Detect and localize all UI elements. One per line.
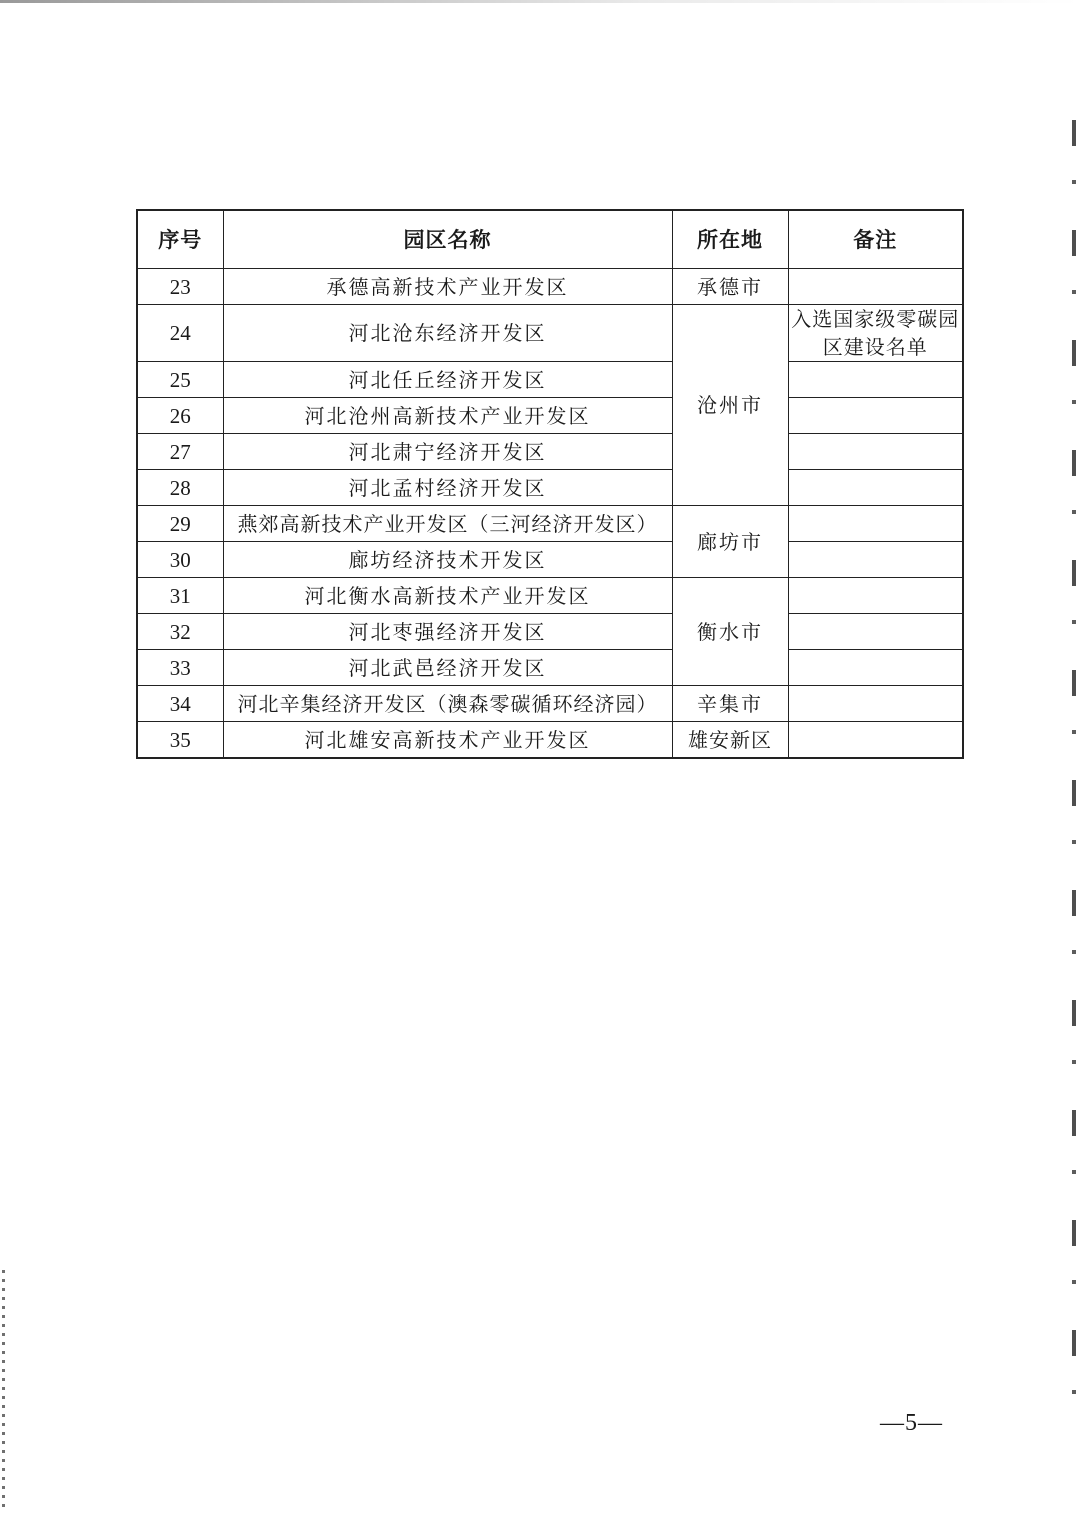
table-row	[137, 269, 963, 305]
row-park-name: 河北孟村经济开发区	[223, 470, 672, 506]
row-seq: 35	[137, 722, 223, 759]
row-park-name: 燕郊高新技术产业开发区（三河经济开发区）	[223, 506, 672, 542]
row-seq: 29	[137, 506, 223, 542]
page-number: —5—	[880, 1410, 943, 1436]
row-note	[788, 578, 963, 614]
table-row	[137, 614, 963, 650]
table-row	[137, 398, 963, 434]
table-row	[137, 686, 963, 722]
row-seq: 25	[137, 362, 223, 398]
table-row	[137, 434, 963, 470]
row-seq: 33	[137, 650, 223, 686]
table-row	[137, 362, 963, 398]
table-row	[137, 578, 963, 614]
park-list-table	[136, 209, 964, 759]
row-seq: 34	[137, 686, 223, 722]
row-note	[788, 686, 963, 722]
row-seq: 27	[137, 434, 223, 470]
row-note	[788, 362, 963, 398]
row-park-name: 河北肃宁经济开发区	[223, 434, 672, 470]
header-note: 备注	[788, 210, 963, 269]
table-row	[137, 650, 963, 686]
row-location: 雄安新区	[672, 722, 788, 759]
row-park-name: 河北枣强经济开发区	[223, 614, 672, 650]
row-note	[788, 650, 963, 686]
row-park-name: 承德高新技术产业开发区	[223, 269, 672, 305]
scan-edge	[0, 0, 1080, 3]
row-park-name: 河北辛集经济开发区（澳森零碳循环经济园）	[223, 686, 672, 722]
row-note	[788, 269, 963, 305]
row-note: 入选国家级零碳园区建设名单	[788, 305, 963, 362]
row-note	[788, 434, 963, 470]
table-row	[137, 542, 963, 578]
row-location: 辛集市	[672, 686, 788, 722]
row-seq: 28	[137, 470, 223, 506]
scan-margin-marks	[1072, 120, 1076, 1420]
row-park-name: 廊坊经济技术开发区	[223, 542, 672, 578]
row-park-name: 河北沧州高新技术产业开发区	[223, 398, 672, 434]
header-location: 所在地	[672, 210, 788, 269]
table-row	[137, 506, 963, 542]
row-note	[788, 542, 963, 578]
row-location: 承德市	[672, 269, 788, 305]
row-note	[788, 470, 963, 506]
row-note	[788, 398, 963, 434]
row-seq: 23	[137, 269, 223, 305]
row-seq: 32	[137, 614, 223, 650]
row-park-name: 河北沧东经济开发区	[223, 305, 672, 362]
row-park-name: 河北任丘经济开发区	[223, 362, 672, 398]
row-seq: 24	[137, 305, 223, 362]
row-location: 沧州市	[672, 305, 788, 506]
row-park-name: 河北衡水高新技术产业开发区	[223, 578, 672, 614]
row-note	[788, 506, 963, 542]
row-seq: 26	[137, 398, 223, 434]
row-location: 廊坊市	[672, 506, 788, 578]
row-park-name: 河北雄安高新技术产业开发区	[223, 722, 672, 759]
table-row	[137, 470, 963, 506]
header-park-name: 园区名称	[223, 210, 672, 269]
row-note	[788, 722, 963, 759]
table-row	[137, 305, 963, 362]
row-location: 衡水市	[672, 578, 788, 686]
row-note	[788, 614, 963, 650]
row-park-name: 河北武邑经济开发区	[223, 650, 672, 686]
row-seq: 30	[137, 542, 223, 578]
scan-margin-marks	[2, 1270, 5, 1510]
table-header-row	[137, 210, 963, 269]
table-row	[137, 722, 963, 759]
header-seq: 序号	[137, 210, 223, 269]
row-seq: 31	[137, 578, 223, 614]
